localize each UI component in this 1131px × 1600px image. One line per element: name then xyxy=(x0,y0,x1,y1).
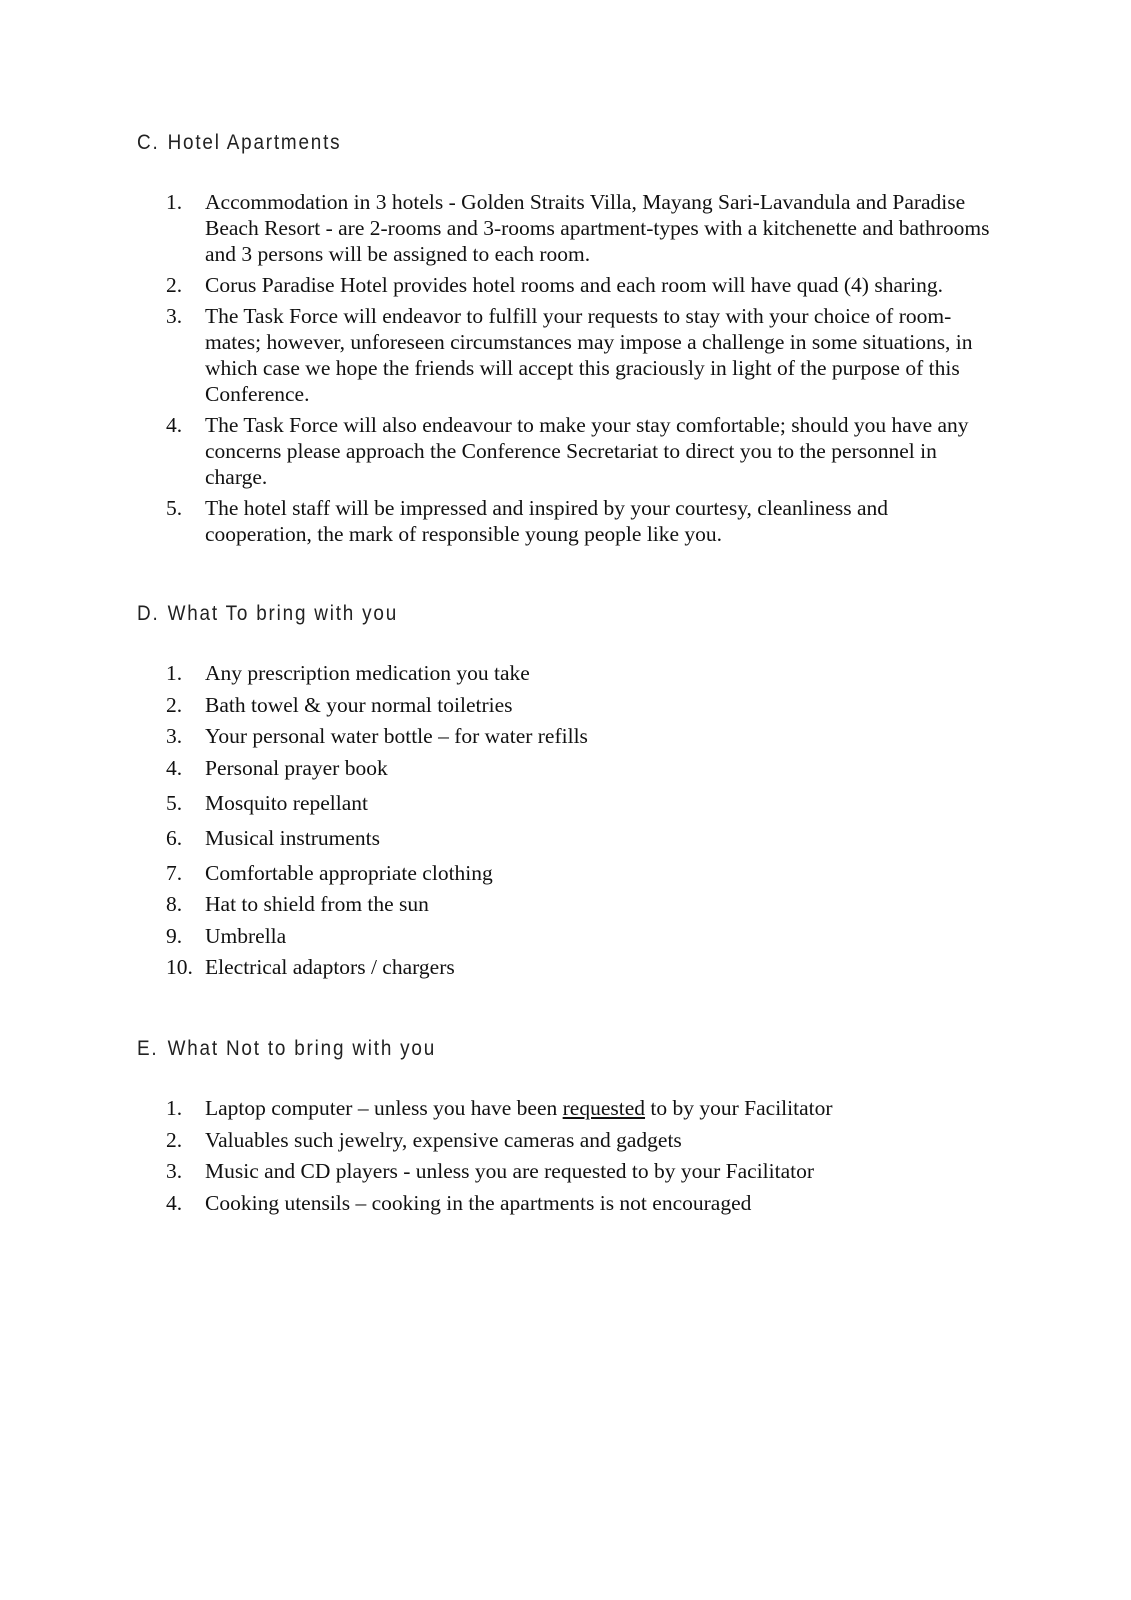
list-item: 5. The hotel staff will be impressed and inspired by your courtesy, cleanliness and cooperation, the mark of responsible young people like you. xyxy=(166,496,889,546)
list-item: 1. Any prescription medication you take xyxy=(166,661,530,685)
list-item-text: Music and CD players - unless you are requested to by your Facilitator xyxy=(205,1159,815,1183)
list-item: 5. Mosquito repellant xyxy=(166,790,369,815)
section-title: What To bring with you xyxy=(167,602,399,625)
section-c-list xyxy=(166,189,996,552)
list-item-text: The hotel staff will be impressed and inspired by your courtesy, cleanliness and cooperation, the mark of responsible young people like you. xyxy=(205,496,889,546)
list-item-text: Your personal water bottle – for water refills xyxy=(205,724,588,748)
list-item-text: Laptop computer – unless you have been requested to by your Facilitator xyxy=(205,1096,833,1120)
list-item: 4. Cooking utensils – cooking in the apartments is not encouraged xyxy=(166,1190,752,1215)
list-item: 10. Electrical adaptors / chargers xyxy=(166,955,455,979)
section-letter: E. xyxy=(137,1037,159,1060)
list-item: 3. Your personal water bottle – for water refills xyxy=(166,724,588,748)
list-item: 9. Umbrella xyxy=(166,923,287,948)
list-item: 4. The Task Force will also endeavour to make your stay comfortable; should you have any concerns please approach the Conference Secretariat to direct you to the personnel in charge. xyxy=(166,413,969,489)
section-letter: C. xyxy=(137,131,160,154)
list-item: 6. Musical instruments xyxy=(166,825,380,850)
section-letter: D. xyxy=(137,602,160,625)
list-item: 7. Comfortable appropriate clothing xyxy=(166,860,493,885)
list-item: 4. Personal prayer book xyxy=(166,755,388,780)
list-item: 2. Valuables such jewelry, expensive cameras and gadgets xyxy=(166,1127,682,1152)
section-heading-d xyxy=(137,602,398,626)
list-item: 3. Music and CD players - unless you are requested to by your Facilitator xyxy=(166,1159,815,1183)
list-item-text: Musical instruments xyxy=(205,825,380,850)
list-item-text: Mosquito repellant xyxy=(205,790,369,815)
list-item-text: Cooking utensils – cooking in the apartments is not encouraged xyxy=(205,1190,752,1215)
list-item: 1. Laptop computer – unless you have been requested to by your Facilitator xyxy=(166,1096,833,1120)
section-e-list xyxy=(166,1095,996,1221)
list-item: 1. Accommodation in 3 hotels - Golden Straits Villa, Mayang Sari-Lavandula and Paradise Beach Resort - are 2-rooms and 3-rooms apartment-types with a kitchenette and bathrooms and 3 persons will be assigned to each room. xyxy=(166,190,990,266)
list-item-text: Bath towel & your normal toiletries xyxy=(205,692,513,717)
list-item-text: The Task Force will endeavor to fulfill your requests to stay with your choice of room-mates; however, unforeseen circumstances may impose a challenge in some situations, in which case we hope the friends will accept this graciously in light of the purpose of this Conference. xyxy=(205,304,973,406)
list-item-text: The Task Force will also endeavour to make your stay comfortable; should you have any concerns please approach the Conference Secretariat to direct you to the personnel in charge. xyxy=(205,413,969,489)
list-item-text: Electrical adaptors / chargers xyxy=(205,955,455,979)
section-heading-c xyxy=(137,131,341,155)
list-item-text: Personal prayer book xyxy=(205,755,388,780)
list-item: 2. Bath towel & your normal toiletries xyxy=(166,692,513,717)
section-title: Hotel Apartments xyxy=(167,131,342,154)
list-item: 3. The Task Force will endeavor to fulfill your requests to stay with your choice of room-mates; however, unforeseen circumstances may impose a challenge in some situations, in which case we hope the friends will accept this graciously in light of the purpose of this Conference. xyxy=(166,304,973,406)
list-item-text: Comfortable appropriate clothing xyxy=(205,860,493,885)
list-item-text: Any prescription medication you take xyxy=(205,661,530,685)
section-title: What Not to bring with you xyxy=(167,1037,437,1060)
list-item-text: Umbrella xyxy=(205,923,287,948)
list-item-text: Accommodation in 3 hotels - Golden Straits Villa, Mayang Sari-Lavandula and Paradise Beach Resort - are 2-rooms and 3-rooms apartment-types with a kitchenette and bathrooms and 3 persons will be assigned to each room. xyxy=(205,190,990,266)
list-item: 2. Corus Paradise Hotel provides hotel rooms and each room will have quad (4) sharing. xyxy=(166,273,943,297)
list-item: 8. Hat to shield from the sun xyxy=(166,892,429,916)
list-item-text: Valuables such jewelry, expensive cameras and gadgets xyxy=(205,1127,682,1152)
list-item-text: Hat to shield from the sun xyxy=(205,892,429,916)
section-d-list xyxy=(166,660,996,986)
list-item-text: Corus Paradise Hotel provides hotel rooms and each room will have quad (4) sharing. xyxy=(205,273,943,297)
underlined-word: requested xyxy=(562,1096,646,1120)
section-heading-e xyxy=(137,1037,436,1061)
